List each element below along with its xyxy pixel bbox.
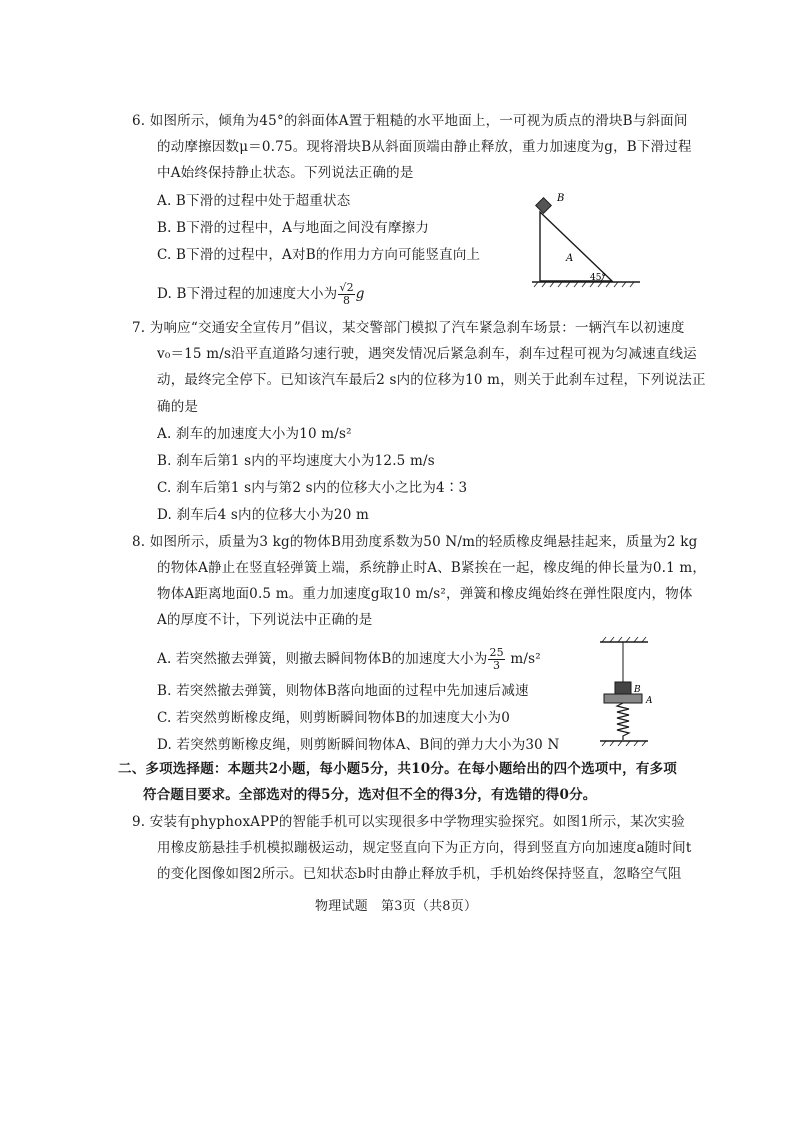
q8-option-a-fraction	[488, 647, 504, 672]
q8-option-a-text: A. 若突然撤去弹簧，则撤去瞬间物体B的加速度大小为	[157, 651, 488, 667]
q8-option-a	[157, 647, 541, 672]
q8-stem-line1: 8. 如图所示，质量为3 kg的物体B用劲度系数为50 N/m的轻质橡皮绳悬挂起来，质量为2 kg	[132, 534, 698, 550]
q8-option-a-numerator: 25	[489, 646, 504, 659]
q6-option-d-denominator: 8	[342, 294, 351, 307]
q8-stem-line2: 的物体A静止在竖直轻弹簧上端，系统静止时A、B紧挨在一起，橡皮绳的伸长量为0.1 m，	[157, 560, 707, 576]
slider-block-b	[536, 198, 552, 214]
q6-option-d-numerator: √2	[339, 281, 354, 294]
q9-stem-line2: 用橡皮筋悬挂手机模拟蹦极运动，规定竖直向下为正方向，得到竖直方向加速度a随时间t	[157, 840, 692, 856]
q7-stem-line1: 7. 为响应“交通安全宣传月”倡议，某交警部门模拟了汽车紧急刹车场景：一辆汽车以初速度	[132, 320, 685, 336]
q6-stem-line2: 的动摩擦因数μ＝0.75。现将滑块B从斜面顶端由静止释放，重力加速度为g，B下滑过程	[157, 139, 692, 155]
q7-stem-line3: 动，最终完全停下。已知该汽车最后2 s内的位移为10 m，则关于此刹车过程，下列说法正	[157, 372, 706, 388]
label-block-b: B	[634, 685, 641, 695]
spring	[617, 703, 629, 740]
q6-option-d-fraction	[338, 282, 354, 307]
q9-stem-line1: 9. 安装有phyphoxAPP的智能手机可以实现很多中学物理实验探究。如图1所示，某次实验	[132, 814, 685, 830]
q8-option-a-unit: m/s²	[510, 651, 541, 667]
q6-option-d-unit: g	[355, 286, 365, 302]
block-b	[615, 682, 631, 694]
q7-stem-line4: 确的是	[157, 399, 199, 415]
label-plate-a: A	[646, 696, 653, 706]
q7-option-c: C. 刹车后第1 s内与第2 s内的位移大小之比为4∶3	[157, 480, 468, 496]
q6-option-a: A. B下滑的过程中处于超重状态	[157, 193, 351, 209]
q9-stem-line3: 的变化图像如图2所示。已知状态b时由静止释放手机，手机始终保持竖直，忽略空气阻	[157, 866, 682, 882]
q8-option-d: D. 若突然剪断橡皮绳，则剪断瞬间物体A、B间的弹力大小为30 N	[157, 737, 560, 753]
plate-a	[604, 694, 642, 703]
incline-figure	[528, 190, 648, 290]
q6-stem-line3: 中A始终保持静止状态。下列说法正确的是	[157, 165, 414, 181]
label-a: A	[566, 253, 574, 264]
angle-label: 45°	[590, 273, 606, 283]
q8-stem-line4: A的厚度不计，下列说法中正确的是	[157, 612, 373, 628]
q8-stem-line3: 物体A距离地面0.5 m。重力加速度g取10 m/s²，弹簧和橡皮绳始终在弹性限度内，物体	[157, 586, 693, 602]
q8-option-c: C. 若突然剪断橡皮绳，则剪断瞬间物体B的加速度大小为0	[157, 710, 511, 726]
q7-option-d: D. 刹车后4 s内的位移大小为20 m	[157, 507, 370, 523]
q8-option-a-denominator: 3	[493, 659, 501, 672]
q6-stem-line1: 6. 如图所示，倾角为45°的斜面体A置于粗糙的水平地面上，一可视为质点的滑块B与斜面间	[132, 113, 688, 129]
q6-option-d	[157, 282, 365, 307]
spring-figure	[592, 636, 658, 748]
q6-option-c: C. B下滑的过程中，A对B的作用力方向可能竖直向上	[157, 247, 481, 263]
q7-option-a: A. 刹车的加速度大小为10 m/s²	[157, 426, 352, 442]
page-footer: 物理试题 第3页（共8页）	[315, 899, 478, 914]
section2-heading-line1: 二、多项选择题：本题共2小题，每小题5分，共10分。在每小题给出的四个选项中，有多项	[118, 761, 677, 777]
section2-heading-line2: 符合题目要求。全部选对的得5分，选对但不全的得3分，有选错的得0分。	[143, 787, 597, 803]
q6-option-d-text: D. B下滑过程的加速度大小为	[157, 286, 338, 302]
q7-stem-line2: v₀＝15 m/s沿平直道路匀速行驶，遇突发情况后紧急刹车，刹车过程可视为匀减速直线运	[157, 346, 697, 362]
q8-option-b: B. 若突然撤去弹簧，则物体B落向地面的过程中先加速后减速	[157, 683, 529, 699]
q7-option-b: B. 刹车后第1 s内的平均速度大小为12.5 m/s	[157, 453, 435, 469]
label-b: B	[557, 193, 565, 204]
incline-body-a	[540, 212, 612, 281]
q6-option-b: B. B下滑的过程中，A与地面之间没有摩擦力	[157, 220, 430, 236]
